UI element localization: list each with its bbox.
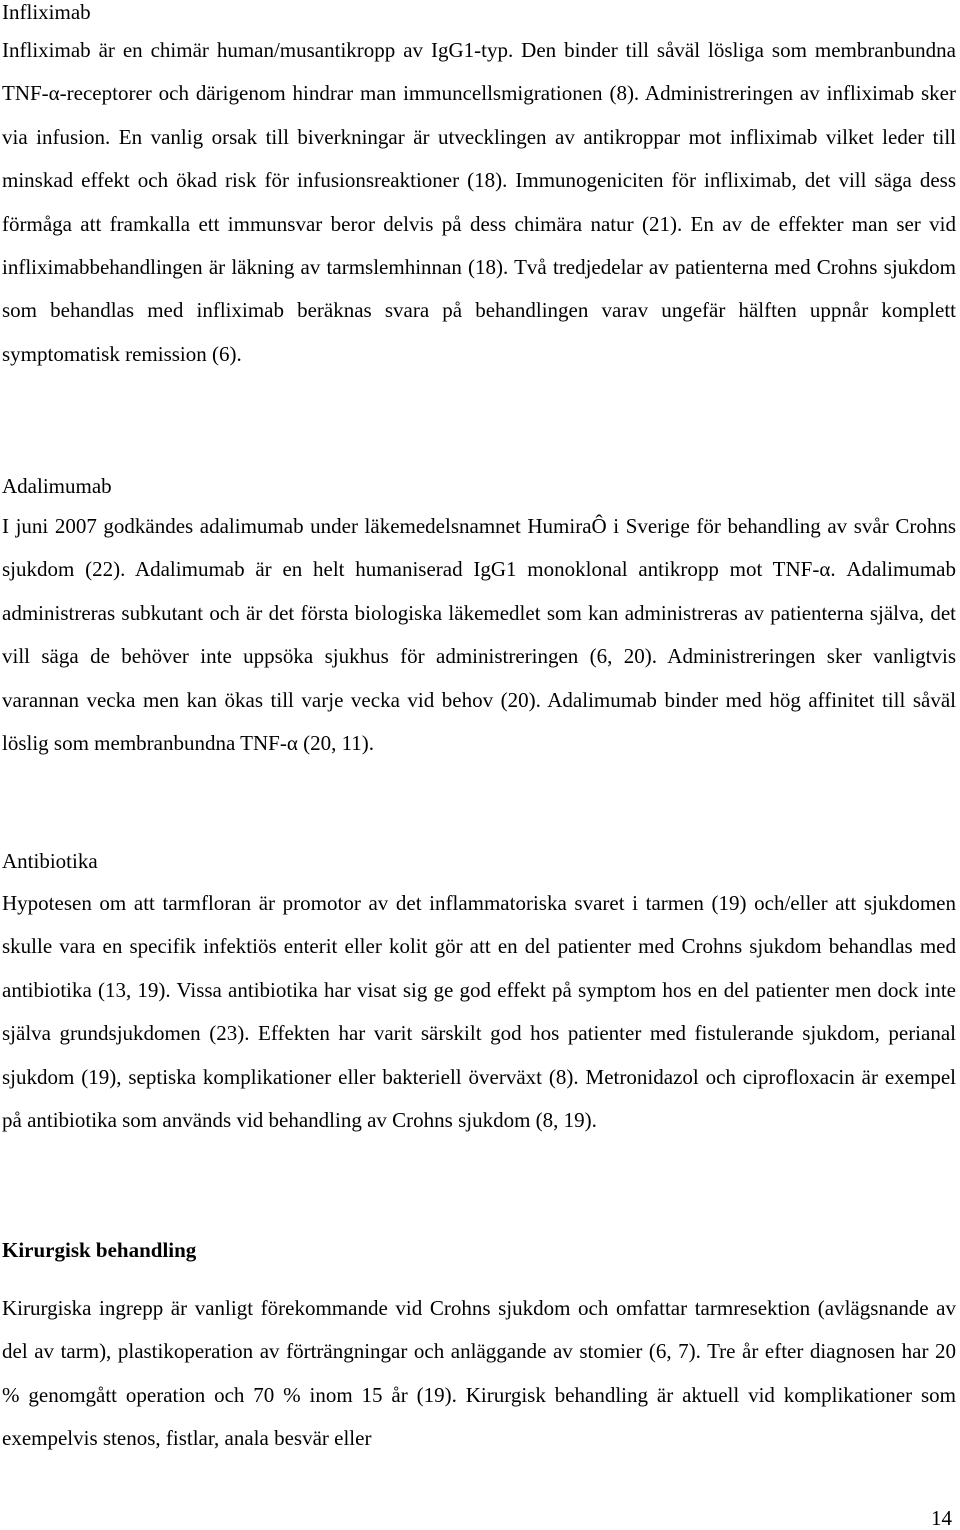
section-heading-infliximab: Infliximab	[2, 0, 91, 24]
section-paragraph-antibiotika: Hypotesen om att tarmfloran är promotor av det inflammatoriska svaret i tarmen (19) och/eller att sjukdomen skulle vara en specifik infektiös enterit eller kolit gör att en del patienter med Crohns sjukdom behandlas med antibiotika (13, 19). Vissa antibiotika har visat sig ge god effekt på symptom hos en del patienter men dock inte själva grundsjukdomen (23). Effekten har varit särskilt god hos patienter med fistulerande sjukdom, perianal sjukdom (19), septiska komplikationer eller bakteriell överväxt (8). Metronidazol och ciprofloxacin är exempel på antibiotika som används vid behandling av Crohns sjukdom (8, 19).	[2, 891, 956, 1133]
section-paragraph-infliximab: Infliximab är en chimär human/musantikropp av IgG1-typ. Den binder till såväl lösliga som membranbundna TNF-α-receptorer och därigenom hindrar man immuncellsmigrationen (8). Administreringen av infliximab sker via infusion. En vanlig orsak till biverkningar är utvecklingen av antikroppar mot infliximab vilket leder till minskad effekt och ökad risk för infusionsreaktioner (18). Immunogeniciten för infliximab, det vill säga dess förmåga att framkalla ett immunsvar beror delvis på dess chimära natur (21). En av de effekter man ser vid infliximabbehandlingen är läkning av tarmslemhinnan (18). Två tredjedelar av patienterna med Crohns sjukdom som behandlas med infliximab beräknas svara på behandlingen varav ungefär hälften uppnår komplett symptomatisk remission (6).	[2, 38, 956, 366]
page-number: 14	[931, 1506, 952, 1530]
section-heading-kirurgisk-behandling: Kirurgisk behandling	[2, 1238, 197, 1262]
section-paragraph-kirurgisk-behandling: Kirurgiska ingrepp är vanligt förekommande vid Crohns sjukdom och omfattar tarmresektion (avlägsnande av del av tarm), plastikoperation av förträngningar och anläggande av stomier (6, 7). Tre år efter diagnosen har 20 % genomgått operation och 70 % inom 15 år (19). Kirurgisk behandling är aktuell vid komplikationer som exempelvis stenos, fistlar, anala besvär eller	[2, 1296, 956, 1451]
section-paragraph-adalimumab: I juni 2007 godkändes adalimumab under läkemedelsnamnet HumiraÔ i Sverige för behandling av svår Crohns sjukdom (22). Adalimumab är en helt humaniserad IgG1 monoklonal antikropp mot TNF-α. Adalimumab administreras subkutant och är det första biologiska läkemedlet som kan administreras av patienterna själva, det vill säga de behöver inte uppsöka sjukhus för administreringen (6, 20). Administreringen sker vanligtvis varannan vecka men kan ökas till varje vecka vid behov (20). Adalimumab binder med hög affinitet till såväl löslig som membranbundna TNF-α (20, 11).	[2, 514, 956, 756]
section-heading-adalimumab: Adalimumab	[2, 474, 112, 498]
section-heading-antibiotika: Antibiotika	[2, 849, 98, 873]
